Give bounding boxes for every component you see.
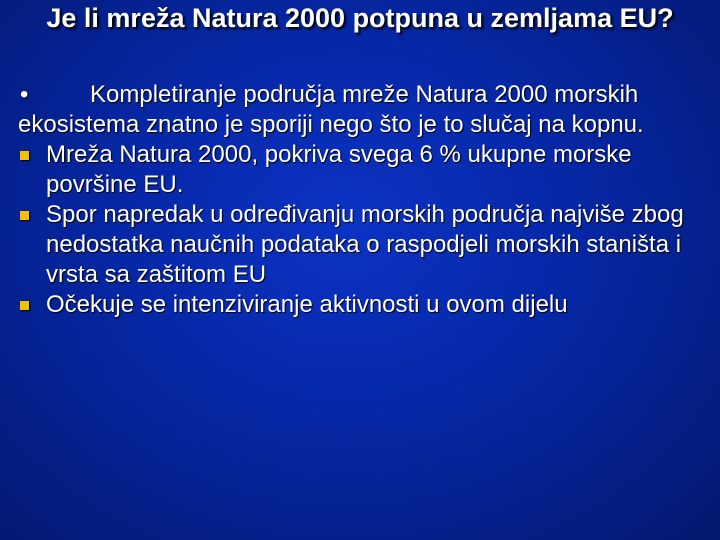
bullet-item xyxy=(18,290,708,320)
bullet-text: Spor napredak u određivanju morskih područja najviše zbog nedostatka naučnih podataka o raspodjeli morskih staništa i vrsta sa zaštitom EU xyxy=(46,201,684,288)
bullet-text: Mreža Natura 2000, pokriva svega 6 % ukupne morske površine EU. xyxy=(46,141,632,198)
bullet-item xyxy=(18,200,708,290)
bullet-list xyxy=(18,140,708,320)
dot-bullet-icon: • xyxy=(20,81,29,108)
bullet-text: Očekuje se intenziviranje aktivnosti u ovom dijelu xyxy=(46,291,568,318)
yellow-square-bullet-icon xyxy=(20,301,29,310)
intro-text: Kompletiranje područja mreže Natura 2000 morskih ekosistema znatno je sporiji nego što je to slučaj na kopnu. xyxy=(18,81,644,138)
slide-body xyxy=(18,80,708,320)
intro-paragraph xyxy=(18,80,708,140)
bullet-item xyxy=(18,140,708,200)
yellow-square-bullet-icon xyxy=(20,211,29,220)
yellow-square-bullet-icon xyxy=(20,151,29,160)
slide-title: Je li mreža Natura 2000 potpuna u zemljama EU? xyxy=(46,3,674,33)
